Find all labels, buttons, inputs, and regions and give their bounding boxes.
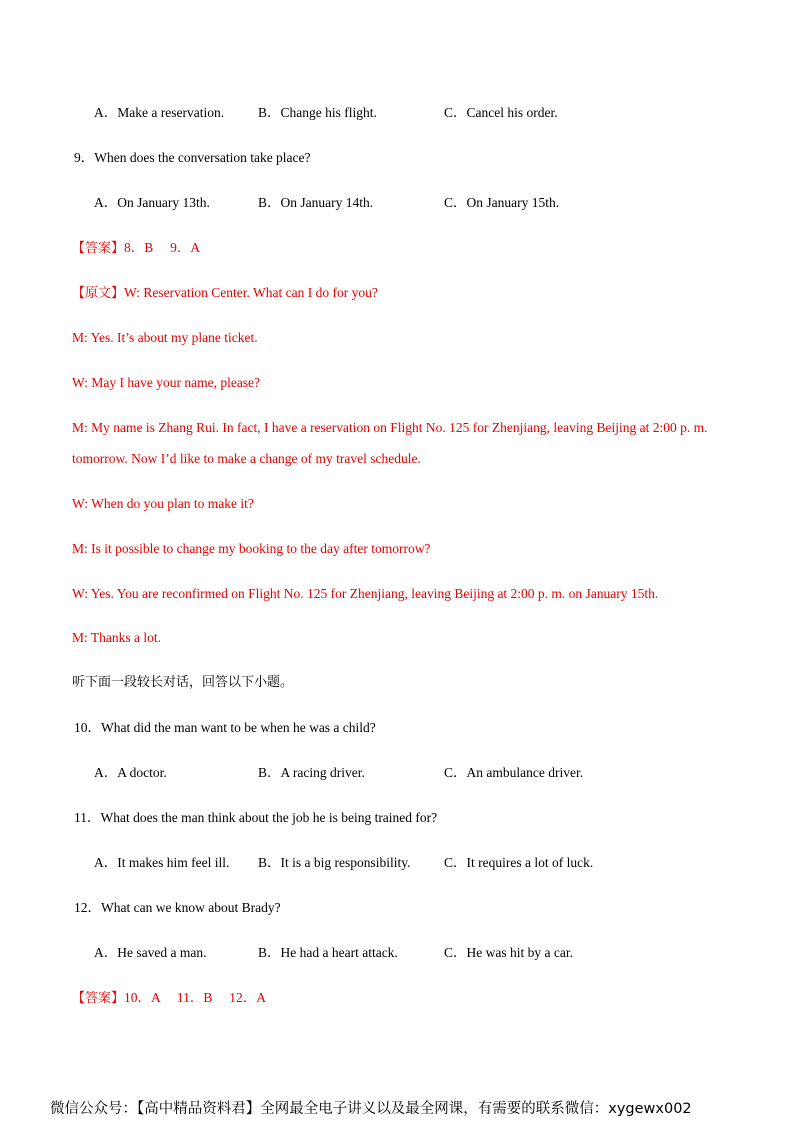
q11-option-b: B．It is a big responsibility. [258, 855, 411, 870]
answer-label: 【答案】 [72, 241, 125, 256]
q12-option-b: B．He had a heart attack. [258, 945, 398, 960]
transcript-line-4: M: My name is Zhang Rui. In fact, I have a reservation on Flight No. 125 for Zhenjiang, leaving Beijing at 2:00 p. m. tomorrow. Now I’d like to make a change of my travel schedule. [72, 420, 708, 466]
q11-option-c: C．It requires a lot of luck. [444, 855, 594, 870]
q9-question: 9．When does the conversation take place? [74, 150, 311, 165]
answer-10-12 [0, 989, 800, 1008]
transcript-label: 【原文】 [72, 286, 125, 301]
q11-question: 11．What does the man think about the job he is being trained for? [74, 810, 438, 825]
transcript-line-2: M: Yes. It’s about my plane ticket. [72, 330, 258, 345]
q9-option-a: A．On January 13th. [94, 195, 210, 210]
transcript-line-5: W: When do you plan to make it? [72, 496, 254, 511]
answer-label: 【答案】 [72, 991, 125, 1006]
q8-option-b: B．Change his flight. [258, 105, 377, 120]
section-instruction: 听下面一段较长对话，回答以下小题。 [72, 675, 294, 690]
q12-option-a: A．He saved a man. [94, 945, 207, 960]
q12-option-c: C．He was hit by a car. [444, 945, 573, 960]
transcript-text: W: Reservation Center. What can I do for you? [124, 285, 378, 300]
transcript-line-8: M: Thanks a lot. [72, 630, 161, 645]
transcript-line-3: W: May I have your name, please? [72, 375, 261, 390]
transcript-line-7: W: Yes. You are reconfirmed on Flight No. 125 for Zhenjiang, leaving Beijing at 2:00 p. m. on January 15th. [72, 586, 659, 601]
answer-text: 10．A 11．B 12．A [124, 990, 267, 1005]
page-footer: 微信公众号：【高中精品资料君】全网最全电子讲义以及最全网课，有需要的联系微信：xygewx002 [50, 1101, 692, 1117]
transcript-line-6: M: Is it possible to change my booking to the day after tomorrow? [72, 541, 431, 556]
q8-option-c: C．Cancel his order. [444, 105, 558, 120]
q9-option-b: B．On January 14th. [258, 195, 374, 210]
q10-option-a: A．A doctor. [94, 765, 167, 780]
q12-question: 12．What can we know about Brady? [74, 900, 281, 915]
q9-option-c: C．On January 15th. [444, 195, 560, 210]
answer-8-9 [0, 239, 800, 258]
q10-option-c: C．An ambulance driver. [444, 765, 584, 780]
q10-option-b: B．A racing driver. [258, 765, 365, 780]
answer-text: 8．B 9．A [124, 240, 201, 255]
q11-option-a: A．It makes him feel ill. [94, 855, 230, 870]
q8-option-a: A．Make a reservation. [94, 105, 225, 120]
transcript-line-1 [0, 284, 800, 303]
q10-question: 10．What did the man want to be when he was a child? [74, 720, 376, 735]
